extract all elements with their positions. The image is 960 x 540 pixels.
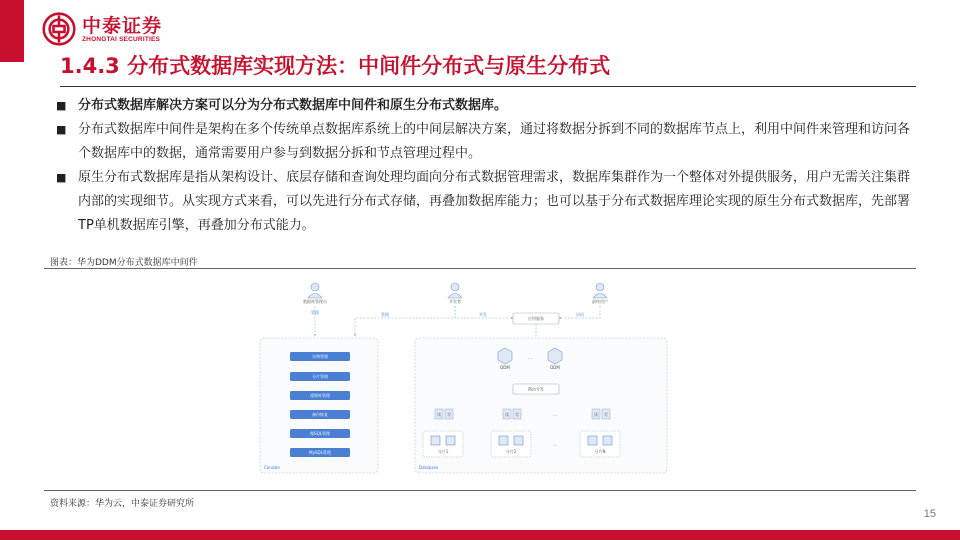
shard-label: 分片N <box>594 449 606 454</box>
actor-end-user <box>592 283 608 304</box>
ddm-architecture-diagram <box>255 278 675 478</box>
bullet-square-icon: ■ <box>56 171 67 184</box>
console-button-label: 慢SQL管理 <box>310 431 330 436</box>
brand-logo-icon <box>42 12 76 46</box>
edge-label: 开发 <box>479 312 487 317</box>
actor-dba <box>303 283 328 304</box>
bullet-item <box>56 94 916 118</box>
ddm-diagram-svg <box>255 278 675 478</box>
person-icon <box>596 283 604 291</box>
ellipsis: ... <box>553 412 557 417</box>
bullet-list <box>56 94 916 238</box>
ddm-node-label: DDM <box>550 365 560 370</box>
database-icon <box>499 436 508 445</box>
app-service-label: 应用服务 <box>528 316 544 321</box>
bullet-square-icon: ■ <box>56 99 67 112</box>
bullet-square-icon: ■ <box>56 123 67 136</box>
person-body-icon <box>593 294 607 299</box>
console-button-label: MySQL管理 <box>309 450 331 455</box>
read-label: 读 <box>437 412 441 417</box>
console-button-label: 备份恢复 <box>312 412 328 417</box>
route-label: 路由分发 <box>528 386 544 392</box>
title-divider <box>60 86 916 87</box>
bullet-item <box>56 118 916 166</box>
ddm-node-label: DDM <box>500 365 510 370</box>
database-icon <box>431 436 440 445</box>
bullet-text: 分布式数据库解决方案可以分为分布式数据库中间件和原生分布式数据库。 <box>78 98 508 113</box>
shard-label: 分片2 <box>505 449 517 454</box>
page-title: 1.4.3 分布式数据库实现方法：中间件分布式与原生分布式 <box>60 54 611 78</box>
edge-label: 访问 <box>576 312 584 317</box>
bullet-text: 分布式数据库中间件是架构在多个传统单点数据库系统上的中间层解决方案，通过将数据分拆到不同的数据库节点上，利用中间件来管理和访问各个数据库中的数据，通常需要用户参与到数据分拆和节点管理过程中。 <box>78 122 911 161</box>
database-icon <box>446 436 455 445</box>
write-label: 写 <box>515 412 519 417</box>
source-note: 资料来源：华为云，中泰证券研究所 <box>50 499 195 509</box>
figure-caption: 图表：华为DDM分布式数据库中间件 <box>50 258 198 268</box>
shard-label: 分片1 <box>437 449 449 454</box>
edge-label: 管理 <box>311 310 319 315</box>
database-icon <box>514 436 523 445</box>
page-number: 15 <box>923 508 936 520</box>
bottom-accent-bar <box>0 530 960 540</box>
bullet-item <box>56 166 916 238</box>
edge-label: 管理 <box>381 312 389 317</box>
write-label: 写 <box>447 412 451 417</box>
figure-bottom-divider <box>44 490 916 491</box>
console-label: Console <box>264 465 280 470</box>
actor-developer <box>448 283 462 304</box>
database-icon <box>603 436 612 445</box>
write-label: 写 <box>604 412 608 417</box>
person-body-icon <box>308 294 322 299</box>
connector-arrow <box>355 306 455 336</box>
brand-name-en: ZHONGTAI SECURITIES <box>82 35 161 43</box>
database-icon <box>588 436 597 445</box>
database-panel <box>415 313 667 473</box>
read-label: 读 <box>505 412 509 417</box>
ellipsis: ... <box>528 355 532 360</box>
console-panel <box>260 338 378 473</box>
console-button-label: 逻辑库管理 <box>310 393 330 398</box>
database-label: Database <box>419 465 439 470</box>
console-button-label: 实例管理 <box>312 354 328 359</box>
person-icon <box>311 283 319 291</box>
actor-label: 数据库管理员 <box>303 299 327 304</box>
ellipsis: ... <box>553 442 557 447</box>
read-label: 读 <box>594 412 598 417</box>
left-accent-bar <box>0 0 24 62</box>
console-button-label: 分片管理 <box>312 374 328 379</box>
person-icon <box>451 283 459 291</box>
brand-logo <box>42 12 162 46</box>
brand-name-cn: 中泰证券 <box>82 14 163 37</box>
bullet-text: 原生分布式数据库是指从架构设计、底层存储和查询处理均面向分布式数据管理需求，数据库集群作为一个整体对外提供服务，用户无需关注集群内部的实现细节。从实现方式来看，可以先进行分布式存储，再叠加数据库能力；也可以基于分布式数据库理论实现的原生分布式数据库，先部署TP单机数据库引擎，再叠加分布式能力。 <box>78 170 911 233</box>
person-body-icon <box>448 294 462 299</box>
figure-top-divider <box>44 268 916 269</box>
actor-label: 开发者 <box>449 299 461 304</box>
actor-label: 最终用户 <box>592 299 608 304</box>
